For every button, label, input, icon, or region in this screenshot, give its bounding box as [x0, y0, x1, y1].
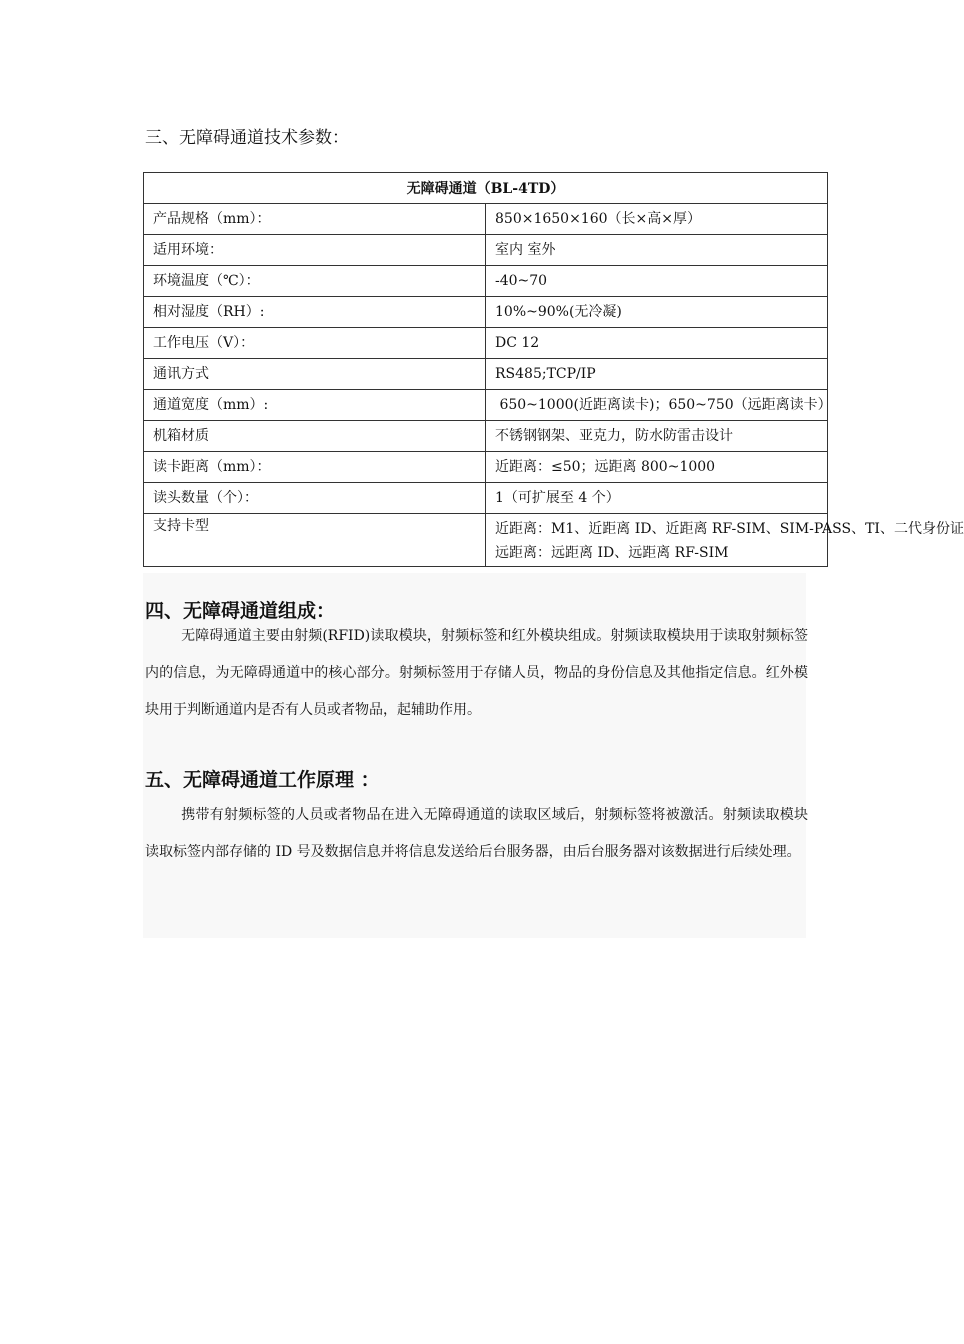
- table-row: [144, 390, 828, 421]
- row-label: 工作电压（V）：: [144, 328, 486, 359]
- table-row: [144, 359, 828, 390]
- row-label: 适用环境：: [144, 235, 486, 266]
- section5-title: 五、无障碍通道工作原理 ：: [145, 769, 380, 791]
- table-header-row: [144, 173, 828, 204]
- row-value: 近距离：≤50；远距离 800~1000: [486, 452, 828, 483]
- row-label: 机箱材质: [144, 421, 486, 452]
- row-label: 相对湿度（RH）:: [144, 297, 486, 328]
- table-row: [144, 328, 828, 359]
- row-value: RS485;TCP/IP: [486, 359, 828, 390]
- table-header: 无障碍通道（BL-4TD）: [144, 173, 828, 204]
- row-value: DC 12: [486, 328, 828, 359]
- row-label: 读卡距离（mm）：: [144, 452, 486, 483]
- table-row: [144, 514, 828, 567]
- section4-title: 四、无障碍通道组成：: [145, 600, 336, 622]
- row-value: 850×1650×160（长×高×厚）: [486, 204, 828, 235]
- table-row: [144, 297, 828, 328]
- section4-paragraph: [145, 618, 808, 729]
- section5-paragraph: [145, 797, 808, 871]
- row-label: 通道宽度（mm）:: [144, 390, 486, 421]
- row-value: 室内 室外: [486, 235, 828, 266]
- table-row: [144, 204, 828, 235]
- row-label: 读头数量（个）：: [144, 483, 486, 514]
- table-row: [144, 421, 828, 452]
- row-value: 650~1000(近距离读卡)；650~750（远距离读卡）: [486, 390, 828, 421]
- table-row: [144, 235, 828, 266]
- row-label: 环境温度（℃）：: [144, 266, 486, 297]
- section3-title: 三、无障碍通道技术参数：: [145, 128, 349, 148]
- section4-text: 无障碍通道主要由射频(RFID)读取模块，射频标签和红外模块组成。射频读取模块用于读取射频标签内的信息，为无障碍通道中的核心部分。射频标签用于存储人员，物品的身份信息及其他指定信息。红外模块用于判断通道内是否有人员或者物品，起辅助作用。: [145, 628, 808, 718]
- row-label: 通讯方式: [144, 359, 486, 390]
- section5-text: 携带有射频标签的人员或者物品在进入无障碍通道的读取区域后，射频标签将被激活。射频读取模块读取标签内部存储的 ID 号及数据信息并将信息发送给后台服务器，由后台服务器对该数据进行后续处理。: [145, 807, 808, 860]
- table-row: [144, 266, 828, 297]
- table-row: [144, 452, 828, 483]
- row-value-line: 远距离：远距离 ID、远距离 RF-SIM: [495, 545, 729, 561]
- row-value: -40~70: [486, 266, 828, 297]
- table-row: [144, 483, 828, 514]
- row-value: [486, 514, 964, 567]
- row-label: 支持卡型: [144, 514, 486, 567]
- row-label: 产品规格（mm）：: [144, 204, 486, 235]
- row-value: 不锈钢钢架、亚克力，防水防雷击设计: [486, 421, 828, 452]
- row-value-line: 近距离：M1、近距离 ID、近距离 RF-SIM、SIM-PASS、TI、二代身份证: [495, 521, 964, 537]
- spec-table: [143, 172, 964, 567]
- row-value: 10%~90%(无冷凝): [486, 297, 828, 328]
- row-value: 1（可扩展至 4 个）: [486, 483, 828, 514]
